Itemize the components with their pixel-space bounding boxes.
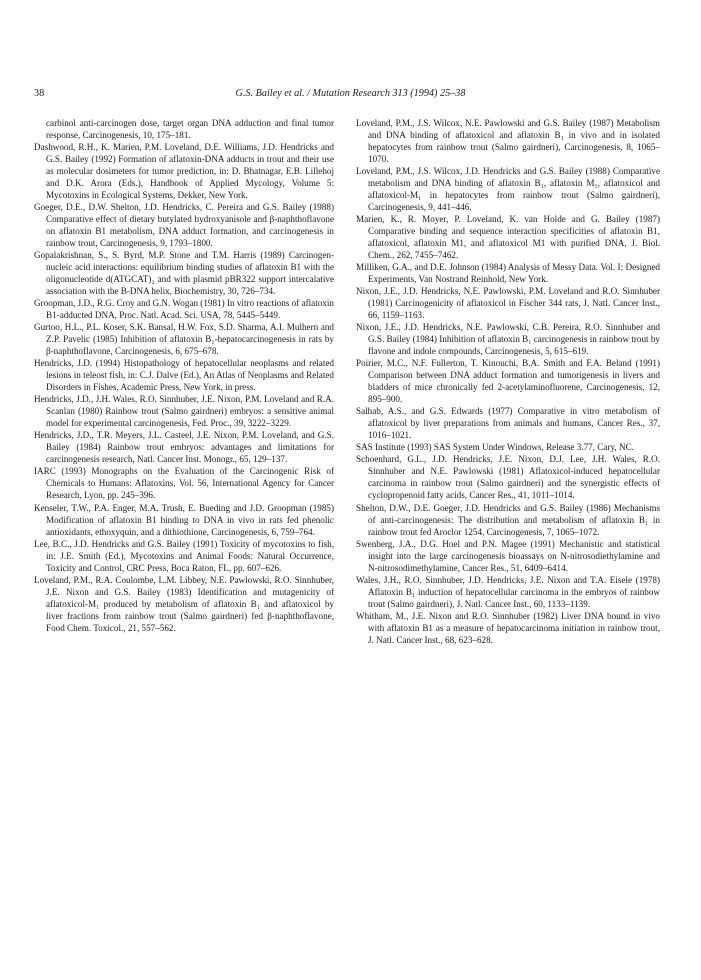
reference-column-left bbox=[34, 117, 334, 634]
reference-item: SAS Institute (1993) SAS System Under Windows, Release 3.77, Cary, NC. bbox=[356, 442, 634, 453]
reference-item: Gurtoo, H.L., P.L. Koser, S.K. Bansal, H.W. Fox, S.D. Sharma, A.I. Mulhern and Z.P. Pavelic (1985) Inhibition of aflatoxin B₁-hepatocarcinogenesis in rats by β-naphthoflavone, Carcinogenesis, 6, 675–678. bbox=[34, 322, 334, 357]
reference-item: Lee, B.C., J.D. Hendricks and G.S. Bailey (1991) Toxicity of mycotoxins to fish, in: J.E. Smith (Ed.), Mycotoxins and Animal Foods: Natural Occurrence, Toxicity and Control, CRC Press, Boca Raton, FL, pp. 607–626. bbox=[34, 538, 334, 573]
reference-item: Swenberg, J.A., D.G. Hoel and P.N. Magee (1991) Mechanistic and statistical insight into the large carcinogenesis bioassays on N-nitrosodiethylamine and N-nitrosodimethylamine, Cancer Res., 51, 6409–6414. bbox=[356, 538, 660, 573]
reference-item: Hendricks, J.D., J.H. Wales, R.O. Sinnhuber, J.E. Nixon, P.M. Loveland and R.A. Scanlan (1980) Rainbow trout (Salmo gairdneri) embryos: a sensitive animal model for experimental carcinogenesis, Fed. Proc., 39, 3222–3229. bbox=[34, 394, 334, 429]
reference-item: Hendricks, J.D. (1994) Histopathology of hepatocellular neoplasms and related lesions in teleost fish, in: C.J. Dalve (Ed.), An Atlas of Neoplasms and Related Disorders in Fishes, Academic Press, New York, in press. bbox=[34, 358, 334, 393]
reference-item: Shelton, D.W., D.E. Goeger, J.D. Hendricks and G.S. Bailey (1986) Mechanisms of anti-carcinogenesis: The distribution and metabolism of aflatoxin B₁ in rainbow trout fed Aroclor 1254, Carcinogenesis, 7, 1065–1072. bbox=[356, 502, 660, 537]
reference-item: Poirier, M.C., N.F. Fullerton, T. Kinouchi, B.A. Smith and F.A. Beland (1991) Comparison between DNA adduct formation and tumorigenesis in livers and bladders of mice chronically fed 2-acetylaminofluorene, Carcinogenesis, 12, 895–900. bbox=[356, 358, 660, 405]
reference-item: Loveland, P.M., J.S. Wilcox, N.E. Pawlowski and G.S. Bailey (1987) Metabolism and DNA binding of aflatoxicol and aflatoxin B₁ in vivo and in isolated hepatocytes from rainbow trout (Salmo gairdneri), Carcinogenesis, 8, 1065–1070. bbox=[356, 118, 660, 165]
page-header bbox=[34, 88, 667, 102]
reference-item: Nixon, J.E., J.D. Hendricks, N.E. Pawlowski, P.M. Loveland and R.O. Sinnhuber (1981) Carcinogenicity of aflatoxicol in Fischer 344 rats, J. Natl. Cancer Inst., 66, 1159–1163. bbox=[356, 286, 660, 321]
reference-item: Schoenhard, G.L., J.D. Hendricks, J.E. Nixon, D.J. Lee, J.H. Wales, R.O. Sinnhuber and N.E. Pawlowski (1981) Aflatoxicol-induced hepatocellular carcinoma in rainbow trout (Salmo gairdneri) and the synergistic effects of cyclopropenoid fatty acids, Cancer Res., 41, 1011–1014. bbox=[356, 454, 660, 501]
reference-item: Whitham, M., J.E. Nixon and R.O. Sinnhuber (1982) Liver DNA bound in vivo with aflatoxin B1 as a measure of hepatocarcinoma initiation in rainbow trout, J. Natl. Cancer Inst., 68, 623–628. bbox=[356, 610, 660, 645]
reference-item: Salhab, A.S., and G.S. Edwards (1977) Comparative in vitro metabolism of aflatoxicol by liver preparations from animals and humans, Cancer Res., 37, 1016–1021. bbox=[356, 406, 660, 441]
reference-column-right bbox=[356, 117, 660, 646]
reference-item: Milliken, G.A., and D.E. Johnson (1984) Analysis of Messy Data. Vol. I: Designed Experiments, Van Nostrand Reinhold, New York. bbox=[356, 262, 660, 285]
reference-item: Dashwood, R.H., K. Marien, P.M. Loveland, D.E. Williams, J.D. Hendricks and G.S. Bailey (1992) Formation of aflatoxin-DNA adducts in trout and their use as molecular dosimeters for tumor prediction, in: D. Bhatnagar, E.B. Lillehoj and D.K. Arora (Eds.), Handbook of Applied Mycology, Volume 5: Mycotoxins in Ecological Systems, Dekker, New York. bbox=[34, 142, 334, 201]
reference-item: Marien, K., R. Moyer, P. Loveland, K. van Holde and G. Bailey (1987) Comparative binding and sequence interaction specificities of aflatoxin B1, aflatoxicol, aflatoxin M1, and aflatoxicol M1 with purified DNA, J. Biol. Chem., 262, 7455–7462. bbox=[356, 214, 660, 261]
reference-item: Hendricks, J.D., T.R. Meyers, J.L. Casteel, J.E. Nixon, P.M. Loveland, and G.S. Bailey (1984) Rainbow trout embryos: advantages and limitations for carcinogenesis research, Natl. Cancer Inst. Monogr., 65, 129–137. bbox=[34, 430, 334, 465]
reference-item: carbinol anti-carcinogen dose, target organ DNA adduction and final tumor response, Carcinogenesis, 10, 175–181. bbox=[46, 118, 334, 141]
reference-item: Nixon, J.E., J.D. Hendricks, N.E. Pawlowski, C.B. Pereira, R.O. Sinnhuber and G.S. Bailey (1984) Inhibition of aflatoxin B₁ carcinogenesis in rainbow trout by flavone and indole compounds, Carcinogenesis, 5, 615–619. bbox=[356, 322, 660, 357]
reference-item: Goeger, D.E., D.W. Shelton, J.D. Hendricks, C. Pereira and G.S. Bailey (1988) Comparative effect of dietary butylated hydroxyanisole and β-naphthoflavone on aflatoxin B1 metabolism, DNA adduct formation, and carcinogenesis in rainbow trout, Carcinogenesis, 9, 1793–1800. bbox=[34, 202, 334, 249]
reference-item: Groopman, J.D., R.G. Croy and G.N. Wogan (1981) In vitro reactions of aflatoxin B1-adducted DNA, Proc. Natl. Acad. Sci. USA, 78, 5445–5449. bbox=[34, 298, 334, 321]
reference-item: Loveland, P.M., R.A. Coulombe, L.M. Libbey, N.E. Pawlowski, R.O. Sinnhuber, J.E. Nixon and G.S. Bailey (1983) Identification and mutagenicity of aflatoxicol-M₁ produced by metabolism of aflatoxin B₁ and aflatoxicol by liver fractions from rainbow trout (Salmo gairdneri) fed β-naphthoflavone, Food Chem. Toxicol., 21, 557–562. bbox=[34, 574, 334, 633]
reference-item: Kenseler, T.W., P.A. Enger, M.A. Trush, E. Bueding and J.D. Groopman (1985) Modification of aflatoxin B1 binding to DNA in vivo in rats fed phenolic antioxidants, ethoxyquin, and a dithiothione, Carcinogenesis, 6, 759–764. bbox=[34, 502, 334, 537]
reference-item: Wales, J.H., R.O. Sinnhuber, J.D. Hendricks, J.E. Nixon and T.A. Eisele (1978) Aflatoxin B₁ induction of hepatocellular carcinoma in the embryos of rainbow trout (Salmo gairdneri), J. Natl. Cancer Inst., 60, 1133–1139. bbox=[356, 574, 660, 609]
running-head: G.S. Bailey et al. / Mutation Research 313 (1994) 25–38 bbox=[235, 88, 466, 99]
reference-item: Gopalakrishnan, S., S. Byrd, M.P. Stone and T.M. Harris (1989) Carcinogen-nucleic acid interactions: equilibrium binding studies of aflatoxin B1 with the oligonucleotide d(ATGCAT)₂ and with plasmid pBR322 support intercalative association with the B-DNA helix, Biochemistry, 30, 726–734. bbox=[34, 250, 334, 297]
page-number: 38 bbox=[34, 88, 45, 99]
reference-item: IARC (1993) Monographs on the Evaluation of the Carcinogenic Risk of Chemicals to Humans: Aflatoxins, Vol. 56, International Agency for Cancer Research, Lyon, pp. 245–396. bbox=[34, 466, 334, 501]
reference-item: Loveland, P.M., J.S. Wilcox, J.D. Hendricks and G.S. Bailey (1988) Comparative metabolism and DNA binding of aflatoxin B₁, aflatoxin M₁, aflatoxicol and aflatoxicol-M₁ in hepatocytes from rainbow trout (Salmo gairdneri), Carcinogenesis, 9, 441–446. bbox=[356, 166, 660, 213]
